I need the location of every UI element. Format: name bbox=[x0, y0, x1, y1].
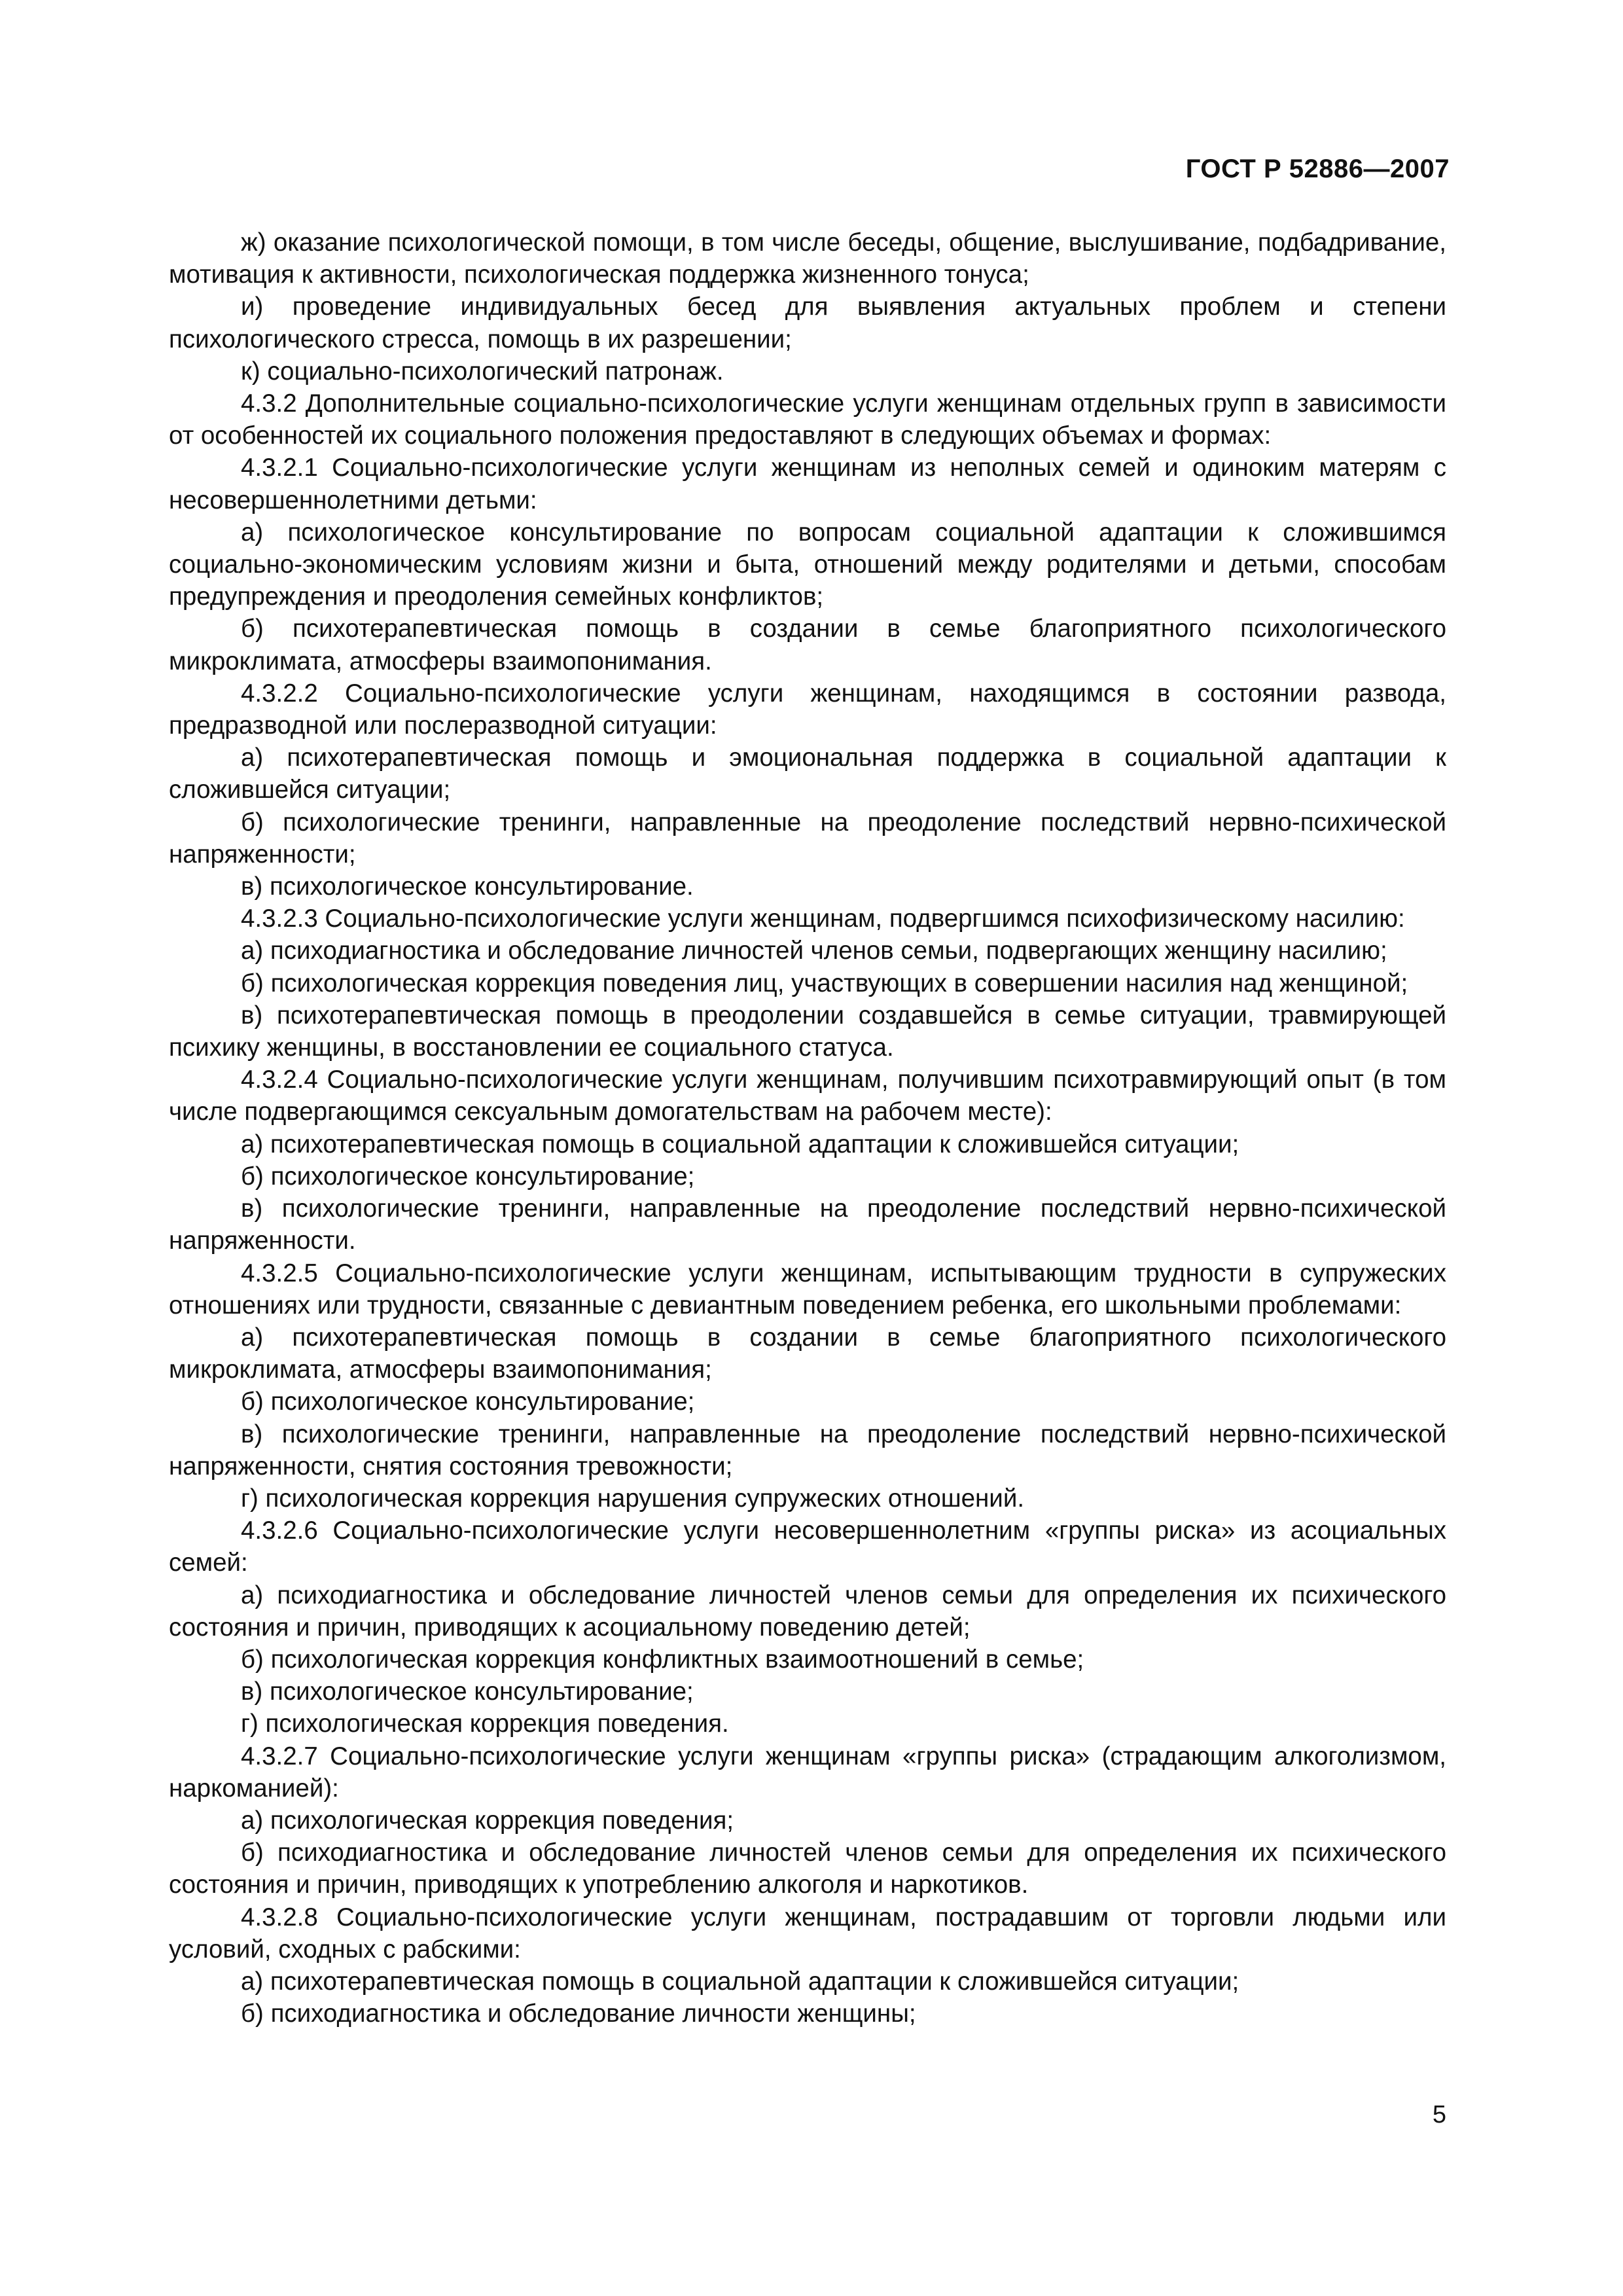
paragraph: в) психотерапевтическая помощь в преодолении создавшейся в семье ситуации, травмирующей психику женщины, в восстановлении ее социального статуса. bbox=[169, 1001, 1446, 1062]
paragraph: а) психотерапевтическая помощь в социальной адаптации к сложившейся ситуации; bbox=[241, 1130, 1240, 1158]
paragraph: 4.3.2.8 Социально-психологические услуги женщинам, пострадавшим от торговли людьми или условий, сходных с рабскими: bbox=[169, 1903, 1446, 1964]
paragraph: и) проведение индивидуальных бесед для выявления актуальных проблем и степени психологического стресса, помощь в их разрешении; bbox=[169, 293, 1446, 353]
paragraph: а) психотерапевтическая помощь в создании в семье благоприятного психологического микроклимата, атмосферы взаимопонимания; bbox=[169, 1323, 1446, 1384]
document-id-header: ГОСТ Р 52886—2007 bbox=[1185, 154, 1450, 183]
page-number: 5 bbox=[1432, 2101, 1446, 2128]
paragraph: б) психодиагностика и обследование личностей членов семьи для определения их психического состояния и причин, приводящих к употреблению алкоголя и наркотиков. bbox=[169, 1839, 1446, 1899]
paragraph: 4.3.2.2 Социально-психологические услуги женщинам, находящимся в состоянии развода, предразводной или послеразводной ситуации: bbox=[169, 679, 1446, 740]
paragraph: в) психологическое консультирование. bbox=[241, 872, 694, 901]
document-body bbox=[169, 226, 1446, 2030]
paragraph: 4.3.2 Дополнительные социально-психологические услуги женщинам отдельных групп в зависимости от особенностей их социального положения предоставляют в следующих объемах и формах: bbox=[169, 389, 1446, 450]
paragraph: а) психотерапевтическая помощь в социальной адаптации к сложившейся ситуации; bbox=[241, 1967, 1240, 1996]
paragraph: б) психологическая коррекция поведения лиц, участвующих в совершении насилия над женщиной; bbox=[241, 969, 1408, 997]
paragraph: в) психологические тренинги, направленные на преодоление последствий нервно-психической напряженности. bbox=[169, 1194, 1446, 1255]
paragraph: б) психодиагностика и обследование личности женщины; bbox=[241, 2000, 916, 2028]
paragraph: 4.3.2.5 Социально-психологические услуги женщинам, испытывающим трудности в супружеских отношениях или трудности, связанные с девиантным поведением ребенка, его школьными проблемами: bbox=[169, 1259, 1446, 1319]
paragraph: б) психологическое консультирование; bbox=[241, 1162, 695, 1191]
paragraph: г) психологическая коррекция нарушения супружеских отношений. bbox=[241, 1484, 1025, 1513]
paragraph: 4.3.2.4 Социально-психологические услуги женщинам, получившим психотравмирующий опыт (в том числе подвергающимся сексуальным домогательствам на рабочем месте): bbox=[169, 1066, 1446, 1126]
paragraph: 4.3.2.7 Социально-психологические услуги женщинам «группы риска» (страдающим алкоголизмом, наркоманией): bbox=[169, 1742, 1446, 1803]
paragraph: а) психотерапевтическая помощь и эмоциональная поддержка в социальной адаптации к сложившейся ситуации; bbox=[169, 744, 1446, 804]
paragraph: б) психологическая коррекция конфликтных взаимоотношений в семье; bbox=[241, 1645, 1084, 1674]
paragraph: а) психодиагностика и обследование личностей членов семьи для определения их психического состояния и причин, приводящих к асоциальному поведению детей; bbox=[169, 1581, 1446, 1641]
paragraph: б) психологические тренинги, направленные на преодоление последствий нервно-психической напряженности; bbox=[169, 808, 1446, 869]
paragraph: к) социально-психологический патронаж. bbox=[241, 357, 724, 386]
paragraph: а) психодиагностика и обследование личностей членов семьи, подвергающих женщину насилию; bbox=[241, 937, 1387, 965]
paragraph: 4.3.2.6 Социально-психологические услуги несовершеннолетним «группы риска» из асоциальных семей: bbox=[169, 1516, 1446, 1577]
paragraph: в) психологические тренинги, направленные на преодоление последствий нервно-психической напряженности, снятия состояния тревожности; bbox=[169, 1420, 1446, 1480]
paragraph: ж) оказание психологической помощи, в том числе беседы, общение, выслушивание, подбадривание, мотивация к активности, психологическая поддержка жизненного тонуса; bbox=[169, 228, 1446, 289]
paragraph: г) психологическая коррекция поведения. bbox=[241, 1710, 729, 1738]
paragraph: а) психологическое консультирование по вопросам социальной адаптации к сложившимся социально-экономическим условиям жизни и быта, отношений между родителями и детьми, способам предупреждения и преодоления семейных конфликтов; bbox=[169, 518, 1446, 611]
paragraph: а) психологическая коррекция поведения; bbox=[241, 1806, 734, 1835]
paragraph: 4.3.2.3 Социально-психологические услуги женщинам, подвергшимся психофизическому насилию: bbox=[241, 905, 1405, 933]
paragraph: в) психологическое консультирование; bbox=[241, 1677, 694, 1706]
paragraph: 4.3.2.1 Социально-психологические услуги женщинам из неполных семей и одиноким матерям с несовершеннолетними детьми: bbox=[169, 454, 1446, 514]
paragraph: б) психологическое консультирование; bbox=[241, 1388, 695, 1416]
paragraph: б) психотерапевтическая помощь в создании в семье благоприятного психологического микроклимата, атмосферы взаимопонимания. bbox=[169, 615, 1446, 675]
